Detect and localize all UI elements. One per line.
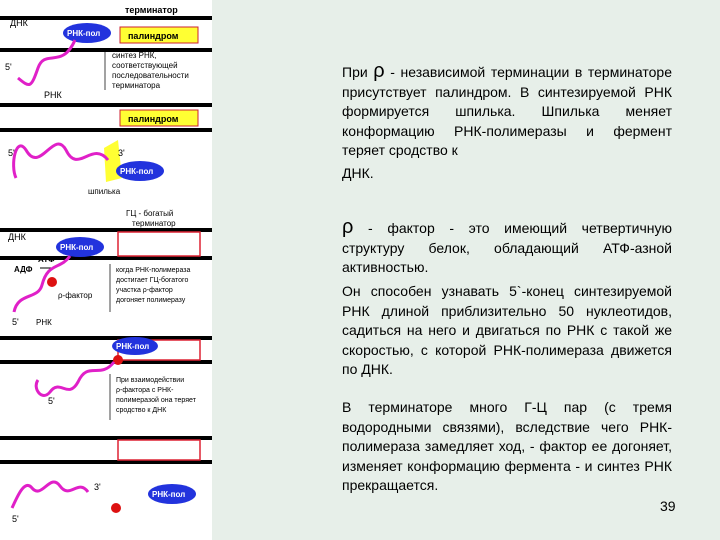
rho-factor-dot-5 — [111, 503, 121, 513]
p1-start: При — [342, 64, 368, 80]
adf-label: АДФ — [14, 265, 33, 274]
release-note-3: полимеразой она теряет — [116, 397, 196, 404]
prime5-label-4: 5' — [48, 396, 55, 406]
dnk-label-3: ДНК — [8, 232, 26, 242]
p1-end: ДНК. — [342, 165, 374, 181]
polymerase-label-4: РНК-пол — [116, 342, 150, 351]
prime5-label-2: 5' — [8, 148, 15, 158]
prime3-label-5: 3' — [94, 482, 101, 492]
stall-note-2: достигает ГЦ-богатого — [116, 277, 189, 284]
rho-symbol-2: ρ — [342, 216, 354, 238]
release-note-1: При взаимодействии — [116, 377, 185, 384]
rho-factor-dot-3 — [47, 277, 57, 287]
gc-rich-line-1: ГЦ - богатый — [126, 209, 174, 218]
rho-symbol-1: ρ — [373, 60, 385, 82]
rnk-label-1: РНК — [44, 90, 62, 100]
dnk-label-1: ДНК — [10, 18, 28, 28]
synthesis-line-4: терминатора — [112, 81, 161, 90]
atf-label: АТФ — [38, 255, 55, 264]
page-number: 39 — [660, 498, 676, 514]
gc-rich-line-2: терминатор — [132, 219, 176, 228]
polymerase-label-2: РНК-пол — [120, 167, 154, 176]
p2-rest: - фактор - это имеющий четвертичную структуру белок, обладающий АТФ-азной активностью. — [342, 220, 673, 275]
polymerase-label-5: РНК-пол — [152, 490, 186, 499]
paragraph-rho-independent — [342, 62, 672, 161]
rna-strand-4 — [36, 362, 114, 395]
prime5-label-3: 5' — [12, 317, 19, 327]
diagram-svg — [0, 0, 212, 540]
gc-box-5 — [118, 440, 200, 460]
rna-strand-5 — [12, 482, 88, 508]
hairpin-label: шпилька — [88, 187, 121, 196]
termination-diagram — [0, 0, 212, 540]
palindrome-label-1: палиндром — [128, 31, 179, 41]
rna-strand-1 — [18, 40, 75, 85]
prime5-label-5: 5' — [12, 514, 19, 524]
rho-factor-label: ρ-фактор — [58, 291, 93, 300]
prime5-label-1: 5' — [5, 62, 12, 72]
palindrome-label-2: палиндром — [128, 114, 179, 124]
paragraph-gc-pairs: В терминаторе много Г-Ц пар (с тремя водородными связями), вследствие чего РНК-полимераза замедляет ход, - фактор ее догоняет, изменяет конформацию фермента - и синтез РНК прекращается. — [342, 399, 672, 493]
synthesis-line-3: последовательности — [112, 71, 189, 80]
stall-note-4: догоняет полимеразу — [116, 297, 186, 304]
p1-rest: - независимой терминации в терминаторе присутствует палиндром. В синтезируемой РНК формируется шпилька. Шпилька меняет конформацию РНК-полимеразы и фермент теряет сродство к — [342, 64, 672, 158]
release-note-4: сродство к ДНК — [116, 407, 167, 414]
release-note-2: ρ-фактора с РНК- — [116, 387, 174, 394]
paragraph-5-end: Он способен узнавать 5`-конец синтезируемой РНК длиной приблизительно 50 нуклеотидов, садиться на него и двигаться по РНК с такой же скоростью, с которой РНК-полимераза движется по ДНК. — [342, 283, 672, 377]
stall-note-3: участка ρ-фактор — [116, 287, 173, 294]
rna-strand-2 — [14, 144, 108, 178]
synthesis-line-2: соответствующей — [112, 61, 178, 70]
gc-box-3 — [118, 232, 200, 256]
terminator-label: терминатор — [125, 5, 178, 15]
rnk-label-3: РНК — [36, 318, 52, 327]
polymerase-label-1: РНК-пол — [67, 29, 101, 38]
polymerase-label-3: РНК-пол — [60, 243, 94, 252]
prime3-label-2: 3' — [118, 148, 125, 158]
synthesis-line-1: синтез РНК, — [112, 51, 157, 60]
paragraph-rho-factor — [342, 218, 672, 278]
stall-note-1: когда РНК-полимераза — [116, 267, 191, 274]
